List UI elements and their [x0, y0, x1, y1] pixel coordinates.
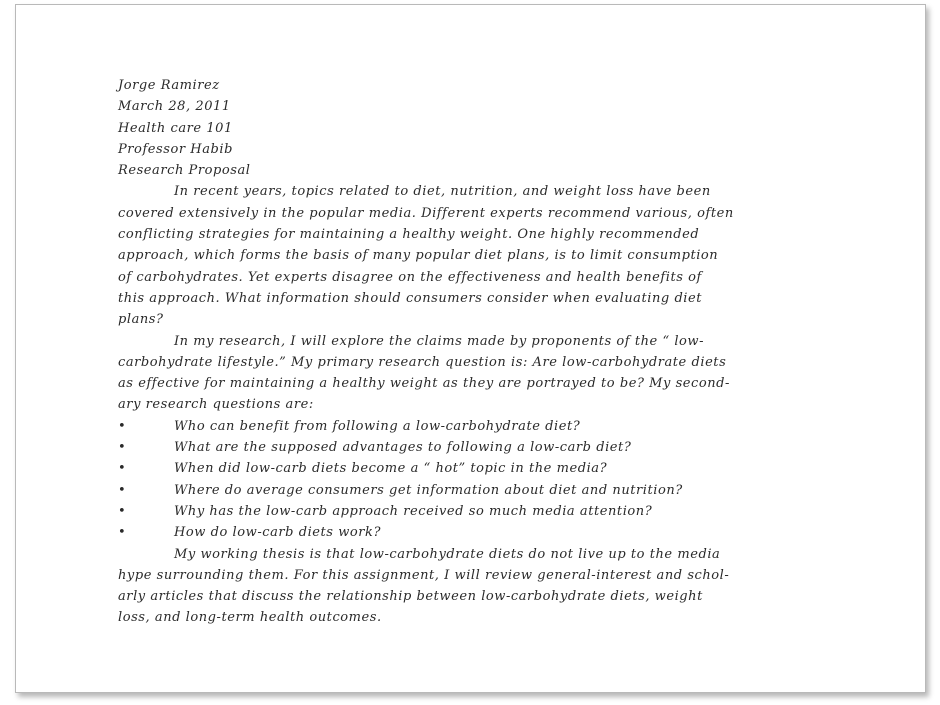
bullet-icon: •	[118, 503, 127, 519]
list-item-text: Who can benefit from following a low-carbohydrate diet?	[174, 418, 581, 434]
bullet-icon: •	[118, 461, 127, 477]
paragraph-line: of carbohydrates. Yet experts disagree on the effectiveness and health benefits of	[118, 269, 702, 285]
bullet-icon: •	[118, 418, 127, 434]
secondary-questions-list	[118, 416, 838, 544]
paragraph-research-questions	[118, 331, 838, 416]
list-item-text: Where do average consumers get information about diet and nutrition?	[174, 482, 683, 498]
course-name: Health care 101	[118, 120, 233, 136]
professor-name: Professor Habib	[118, 141, 233, 157]
list-item	[118, 480, 838, 501]
paragraph-line: as effective for maintaining a healthy weight as they are portrayed to be? My second-	[118, 376, 730, 392]
document-title: Research Proposal	[118, 163, 251, 179]
paragraph-line: In my research, I will explore the claims made by proponents of the “ low-	[174, 333, 705, 349]
paragraph-line: loss, and long-term health outcomes.	[118, 610, 382, 626]
paragraph-line: hype surrounding them. For this assignment, I will review general-interest and schol-	[118, 567, 730, 583]
list-item	[118, 437, 838, 458]
document-date: March 28, 2011	[118, 99, 231, 115]
paragraph-thesis	[118, 544, 838, 629]
bullet-icon: •	[118, 440, 127, 456]
paragraph-line: ary research questions are:	[118, 397, 314, 413]
bullet-icon: •	[118, 482, 127, 498]
paragraph-line: arly articles that discuss the relationship between low-carbohydrate diets, weight	[118, 589, 703, 605]
paragraph-line: In recent years, topics related to diet, nutrition, and weight loss have been	[174, 184, 711, 200]
list-item	[118, 522, 838, 543]
paragraph-line: plans?	[118, 312, 164, 328]
bullet-icon: •	[118, 525, 127, 541]
paragraph-line: carbohydrate lifestyle.” My primary research question is: Are low-carbohydrate diets	[118, 354, 727, 370]
list-item-text: Why has the low-carb approach received so much media attention?	[174, 503, 653, 519]
proposal-text	[118, 75, 838, 629]
document-page	[15, 4, 926, 693]
list-item-text: When did low-carb diets become a “ hot” topic in the media?	[174, 461, 608, 477]
paragraph-introduction	[118, 181, 838, 330]
list-item-text: How do low-carb diets work?	[174, 525, 381, 541]
list-item-text: What are the supposed advantages to following a low-carb diet?	[174, 440, 632, 456]
paragraph-line: covered extensively in the popular media. Different experts recommend various, often	[118, 205, 734, 221]
paragraph-line: this approach. What information should consumers consider when evaluating diet	[118, 290, 703, 306]
list-item	[118, 416, 838, 437]
paragraph-line: conflicting strategies for maintaining a healthy weight. One highly recommended	[118, 227, 700, 243]
author-name: Jorge Ramirez	[118, 78, 220, 93]
paragraph-line: My working thesis is that low-carbohydrate diets do not live up to the media	[174, 546, 721, 562]
list-item	[118, 501, 838, 522]
paragraph-line: approach, which forms the basis of many popular diet plans, is to limit consumption	[118, 248, 719, 264]
list-item	[118, 458, 838, 479]
